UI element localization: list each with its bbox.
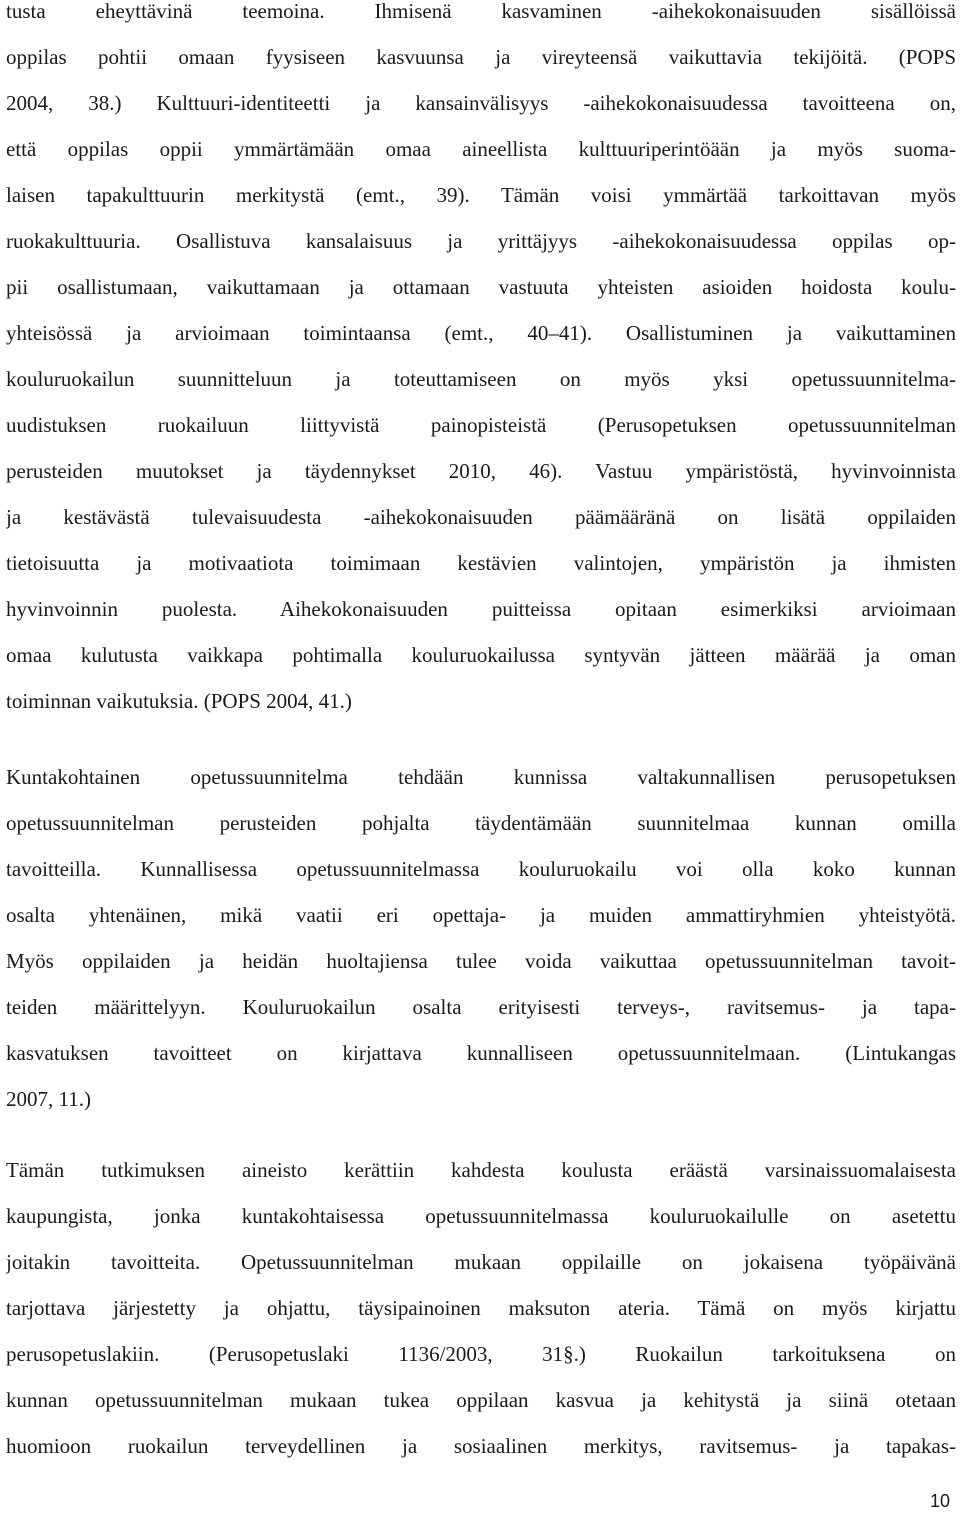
page-number: 10	[929, 1491, 950, 1511]
text-line: oppilas pohtii omaan fyysiseen kasvuunsa ja vireyteensä vaikuttavia tekijöitä. (POPS	[6, 45, 956, 69]
text-line: Myös oppilaiden ja heidän huoltajiensa tulee voida vaikuttaa opetussuunnitelman tavoit-	[6, 949, 956, 973]
text-line: Tämän tutkimuksen aineisto kerättiin kahdesta koulusta eräästä varsinaissuomalaisesta	[6, 1158, 956, 1182]
text-line: omaa kulutusta vaikkapa pohtimalla kouluruokailussa syntyvän jätteen määrää ja oman	[6, 643, 956, 667]
paragraph-2	[6, 762, 956, 1130]
text-line: laisen tapakulttuurin merkitystä (emt., 39). Tämän voisi ymmärtää tarkoittavan myös	[6, 183, 956, 207]
text-line: perusopetuslakiin. (Perusopetuslaki 1136/2003, 31§.) Ruokailun tarkoituksena on	[6, 1342, 956, 1366]
text-line: opetussuunnitelman perusteiden pohjalta täydentämään suunnitelmaa kunnan omilla	[6, 811, 956, 835]
text-line: 2007, 11.)	[6, 1087, 91, 1111]
text-line: kaupungista, jonka kuntakohtaisessa opetussuunnitelmassa kouluruokailulle on asetettu	[6, 1204, 956, 1228]
text-line: toiminnan vaikutuksia. (POPS 2004, 41.)	[6, 689, 352, 713]
paragraph-1	[6, 0, 956, 732]
text-line: tietoisuutta ja motivaatiota toimimaan kestävien valintojen, ympäristön ja ihmisten	[6, 551, 956, 575]
text-line: ruokakulttuuria. Osallistuva kansalaisuus ja yrittäjyys -aihekokonaisuudessa oppilas op-	[6, 229, 956, 253]
text-line: Kuntakohtainen opetussuunnitelma tehdään kunnissa valtakunnallisen perusopetuksen	[6, 765, 956, 789]
text-line: yhteisössä ja arvioimaan toimintaansa (emt., 40–41). Osallistuminen ja vaikuttaminen	[6, 321, 956, 345]
text-line: osalta yhtenäinen, mikä vaatii eri opettaja- ja muiden ammattiryhmien yhteistyötä.	[6, 903, 956, 927]
paragraph-3	[6, 1155, 956, 1477]
text-line: 2004, 38.) Kulttuuri-identiteetti ja kansainvälisyys -aihekokonaisuudessa tavoitteena on,	[6, 91, 956, 115]
text-line: kasvatuksen tavoitteet on kirjattava kunnalliseen opetussuunnitelmaan. (Lintukangas	[6, 1041, 956, 1065]
text-line: kouluruokailun suunnitteluun ja toteuttamiseen on myös yksi opetussuunnitelma-	[6, 367, 956, 391]
text-line: pii osallistumaan, vaikuttamaan ja ottamaan vastuuta yhteisten asioiden hoidosta koulu-	[6, 275, 956, 299]
text-line: huomioon ruokailun terveydellinen ja sosiaalinen merkitys, ravitsemus- ja tapakas-	[6, 1434, 956, 1458]
text-line: että oppilas oppii ymmärtämään omaa aineellista kulttuuriperintöään ja myös suoma-	[6, 137, 956, 161]
text-line: uudistuksen ruokailuun liittyvistä painopisteistä (Perusopetuksen opetussuunnitelman	[6, 413, 956, 437]
text-line: tarjottava järjestetty ja ohjattu, täysipainoinen maksuton ateria. Tämä on myös kirjattu	[6, 1296, 956, 1320]
document-page	[6, 0, 956, 1524]
text-line: perusteiden muutokset ja täydennykset 2010, 46). Vastuu ympäristöstä, hyvinvoinnista	[6, 459, 956, 483]
text-line: joitakin tavoitteita. Opetussuunnitelman mukaan oppilaille on jokaisena työpäivänä	[6, 1250, 956, 1274]
text-line: tavoitteilla. Kunnallisessa opetussuunnitelmassa kouluruokailu voi olla koko kunnan	[6, 857, 956, 881]
text-line: teiden määrittelyyn. Kouluruokailun osalta erityisesti terveys-, ravitsemus- ja tapa-	[6, 995, 956, 1019]
text-line: hyvinvoinnin puolesta. Aihekokonaisuuden puitteissa opitaan esimerkiksi arvioimaan	[6, 597, 956, 621]
text-line: kunnan opetussuunnitelman mukaan tukea oppilaan kasvua ja kehitystä ja siinä otetaan	[6, 1388, 956, 1412]
text-line: tusta eheyttävinä teemoina. Ihmisenä kasvaminen -aihekokonaisuuden sisällöissä	[6, 0, 956, 23]
text-line: ja kestävästä tulevaisuudesta -aihekokonaisuuden päämääränä on lisätä oppilaiden	[6, 505, 956, 529]
